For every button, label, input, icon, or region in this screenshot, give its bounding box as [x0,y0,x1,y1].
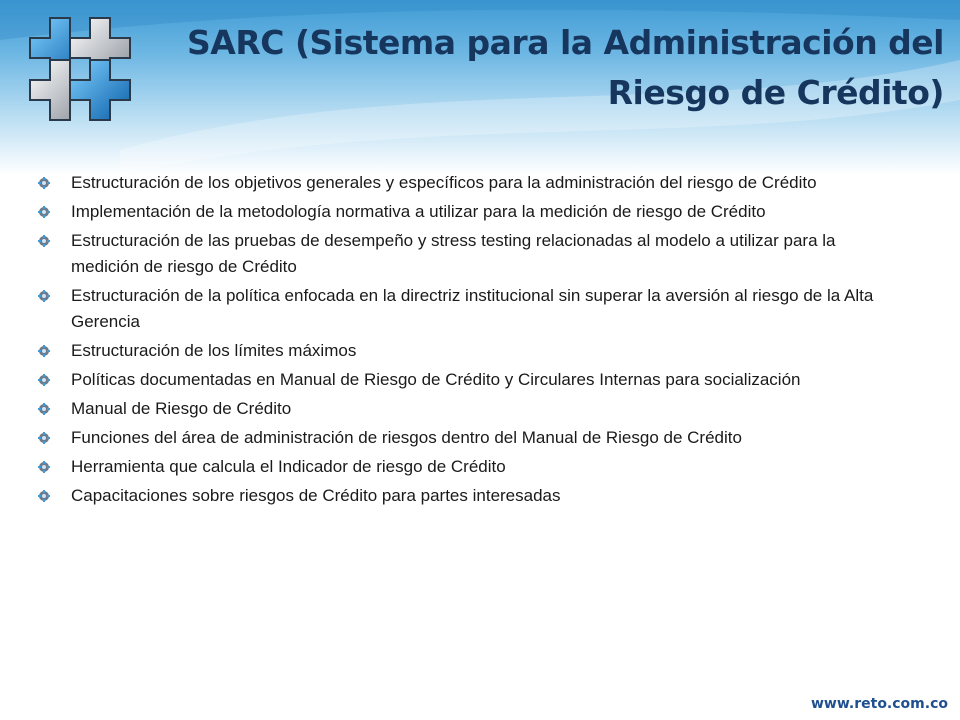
bullet-text: Funciones del área de administración de riesgos dentro del Manual de Riesgo de Crédito [71,428,742,447]
gear-bullet-icon [38,403,50,415]
bullet-item [38,367,878,393]
bullet-text: Implementación de la metodología normativa a utilizar para la medición de riesgo de Crédito [71,202,766,221]
bullet-item [38,170,878,196]
bullet-item [38,396,878,422]
gear-bullet-icon [38,290,50,302]
gear-bullet-icon [38,235,50,247]
bullet-text: Manual de Riesgo de Crédito [71,399,292,418]
bullet-text: Herramienta que calcula el Indicador de riesgo de Crédito [71,457,506,476]
gear-bullet-icon [38,177,50,189]
gear-bullet-icon [38,374,50,386]
bullet-item [38,228,878,280]
blue-gray-crosses-logo [10,10,140,130]
bullet-item [38,425,878,451]
footer-url: www.reto.com.co [811,696,948,712]
gear-bullet-icon [38,206,50,218]
slide-title: SARC (Sistema para la Administración del Riesgo de Crédito) [187,23,944,112]
gear-bullet-icon [38,490,50,502]
bullet-item [38,283,878,335]
bullet-text: Políticas documentadas en Manual de Riesgo de Crédito y Circulares Internas para socialización [71,370,801,389]
bullet-text: Estructuración de los límites máximos [71,341,357,360]
bullet-text: Estructuración de las pruebas de desempeño y stress testing relacionadas al modelo a utilizar para la medición de riesgo de Crédito [71,231,836,276]
bullet-item [38,483,878,509]
bullet-item [38,454,878,480]
gear-bullet-icon [38,345,50,357]
bullet-text: Estructuración de la política enfocada en la directriz institucional sin superar la aversión al riesgo de la Alta Gerencia [71,286,874,331]
gear-bullet-icon [38,432,50,444]
bullet-text: Estructuración de los objetivos generales y específicos para la administración del riesgo de Crédito [71,173,817,192]
bullet-item [38,199,878,225]
bullet-text: Capacitaciones sobre riesgos de Crédito para partes interesadas [71,486,561,505]
bullet-list [38,170,878,512]
gear-bullet-icon [38,461,50,473]
bullet-item [38,338,878,364]
